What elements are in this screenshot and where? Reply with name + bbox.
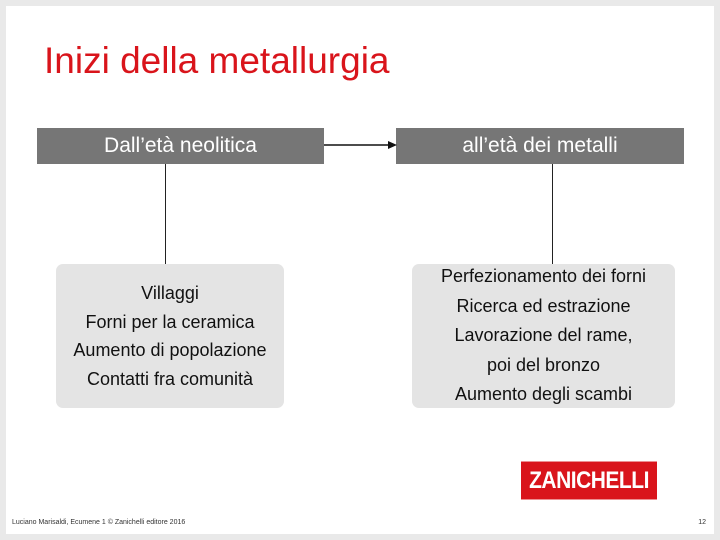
footer-credit: Luciano Marisaldi, Ecumene 1 © Zanichelli editore 2016 (12, 519, 186, 526)
list-item: Forni per la ceramica (85, 311, 255, 332)
list-item: Villaggi (141, 283, 199, 303)
list-item: Contatti fra comunità (86, 368, 254, 389)
list-item: Ricerca ed estrazione (456, 295, 631, 316)
neolithic-traits-box (56, 264, 284, 408)
zanichelli-logo: ZANICHELLI (521, 462, 657, 500)
header-neolithic: Dall’età neolitica (37, 128, 324, 164)
connector-left (165, 164, 166, 264)
list-item: poi del bronzo (486, 354, 601, 375)
list-item: Lavorazione del rame, (454, 325, 633, 346)
list-item: Aumento degli scambi (454, 384, 633, 405)
list-item: Aumento di popolazione (73, 340, 267, 360)
slide-title: Inizi della metallurgia (44, 40, 390, 81)
header-metal-age: all’età dei metalli (396, 128, 684, 164)
arrow-right-icon (322, 138, 398, 152)
connector-right (552, 164, 553, 264)
list-item: Perfezionamento dei forni (440, 266, 647, 287)
metal-age-traits-box (412, 264, 675, 408)
page-number: 12 (698, 519, 706, 526)
